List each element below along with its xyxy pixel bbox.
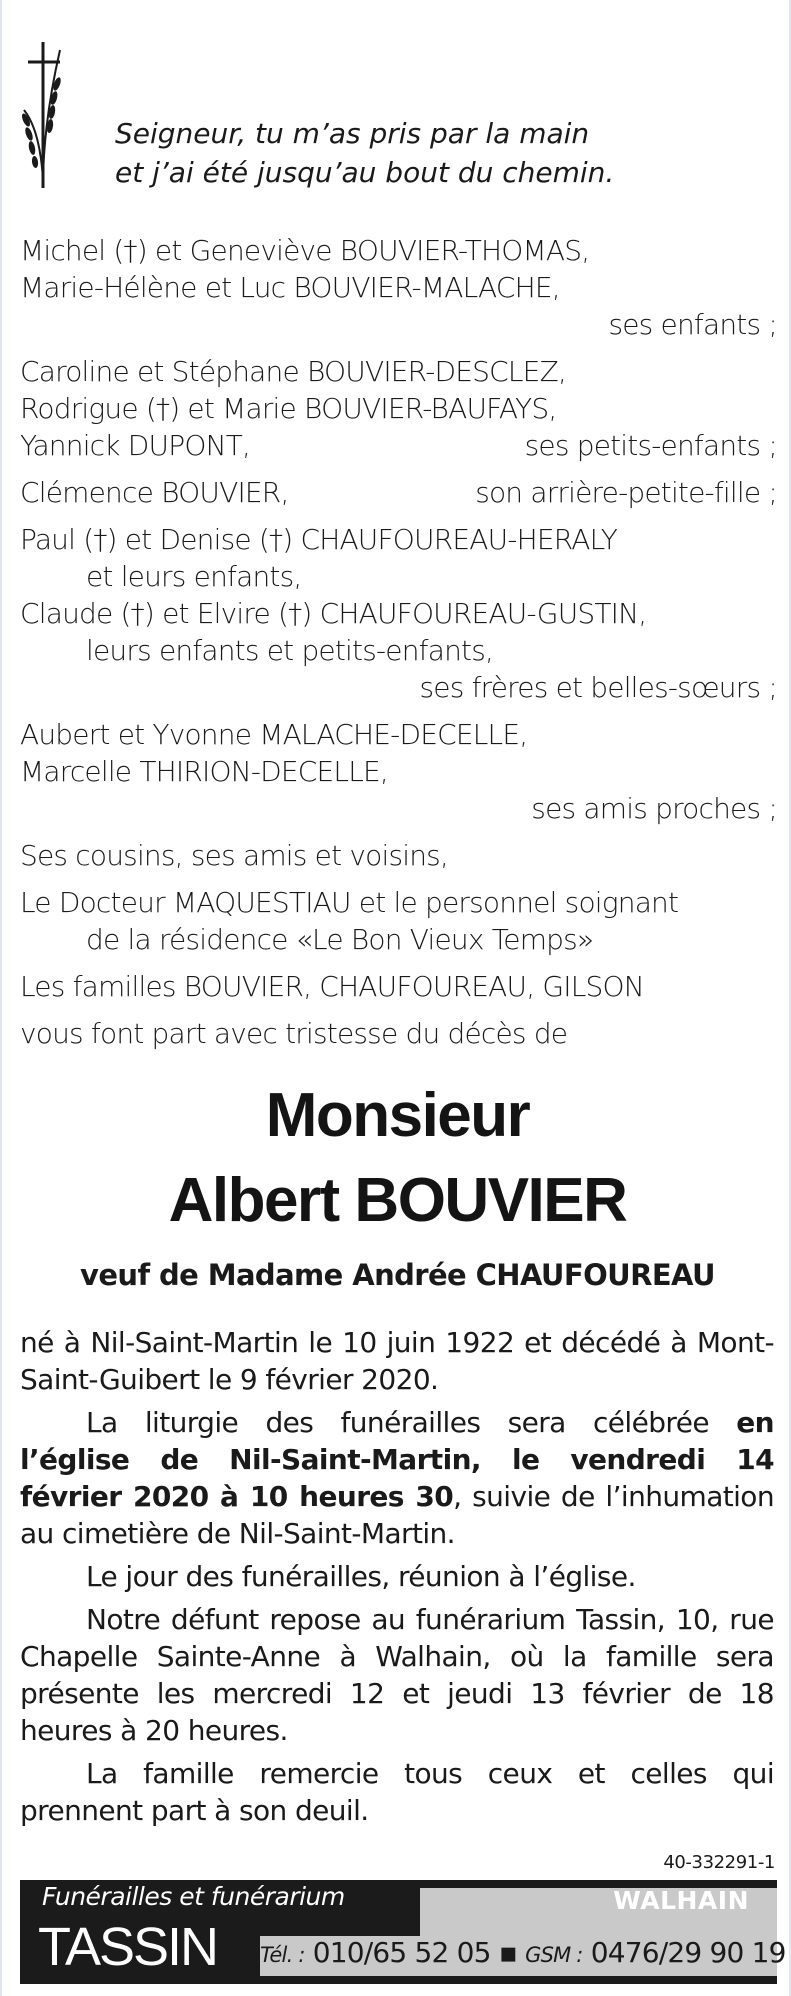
birth-death-paragraph: né à Nil-Saint-Martin le 10 juin 1922 et décédé à Mont-Saint-Guibert le 9 février 2020. — [20, 1326, 774, 1396]
family-line: Marie-Hélène et Luc BOUVIER-MALACHE, — [20, 271, 560, 304]
family-line: leurs enfants et petits-enfants, — [86, 634, 494, 667]
deceased-name: Albert BOUVIER — [168, 1166, 627, 1235]
verse-line: Seigneur, tu m’as pris par la main — [115, 117, 590, 150]
thanks-paragraph: La famille remercie tous ceux et celles qui prennent part à son deuil. — [20, 1757, 774, 1827]
tel-number: 010/65 52 05 — [312, 1936, 491, 1969]
deceased-title: Monsieur — [265, 1081, 530, 1150]
family-line: Marcelle THIRION-DECELLE, — [20, 755, 389, 788]
funeral-text: La liturgie des funérailles sera célébrée — [86, 1406, 737, 1439]
funeral-location-date: en l’église de Nil-Saint-Martin, le vendredi 14 février 2020 à 10 heures 30 — [20, 1406, 774, 1513]
tel-label: Tél. : — [260, 1943, 305, 1967]
gathering-paragraph: Le jour des funérailles, réunion à l’église. — [86, 1560, 636, 1593]
banner-contact — [260, 1936, 786, 1976]
gsm-number: 0476/29 90 19 — [590, 1936, 786, 1969]
gsm-label: GSM : — [525, 1943, 583, 1967]
funeral-home-banner — [20, 1880, 786, 1984]
family-line — [20, 427, 777, 464]
family-line: et leurs enfants, — [86, 560, 302, 593]
verse-line: et j’ai été jusqu’au bout du chemin. — [115, 156, 615, 189]
announcement-line: vous font part avec tristesse du décès de — [20, 1017, 568, 1050]
family-line: Caroline et Stéphane BOUVIER-DESCLEZ, — [20, 355, 567, 388]
family-name: Yannick DUPONT, — [20, 429, 251, 462]
relation-label: ses frères et belles-sœurs ; — [419, 671, 777, 704]
details — [20, 1324, 774, 1835]
spouse-line: veuf de Madame Andrée CHAUFOUREAU — [80, 1258, 715, 1292]
verse — [115, 114, 614, 192]
banner-city: WALHAIN — [613, 1886, 749, 1915]
family-list — [20, 232, 777, 1052]
banner-brand: TASSIN — [38, 1917, 218, 1977]
funeral-paragraph — [20, 1404, 774, 1552]
family-line: Claude (†) et Elvire (†) CHAUFOUREAU-GUSTIN, — [20, 597, 647, 630]
family-line: Michel (†) et Geneviève BOUVIER-THOMAS, — [20, 234, 590, 267]
family-line: Les familles BOUVIER, CHAUFOUREAU, GILSON — [20, 970, 644, 1003]
visitation-paragraph: Notre défunt repose au funérarium Tassin, 10, rue Chapelle Sainte-Anne à Walhain, où la famille sera présente les mercredi 12 et jeudi 13 février de 18 heures à 20 heures. — [20, 1603, 774, 1747]
funeral-text-end: , suivie de l’inhumation au cimetière de Nil-Saint-Martin. — [20, 1480, 774, 1550]
family-line: Le Docteur MAQUESTIAU et le personnel soignant — [20, 886, 679, 919]
relation-label: ses amis proches ; — [531, 792, 777, 825]
relation-label: son arrière-petite-fille ; — [475, 476, 777, 509]
relation-label: ses enfants ; — [608, 308, 777, 341]
family-line — [20, 474, 777, 511]
family-line: de la résidence «Le Bon Vieux Temps» — [86, 923, 594, 956]
separator-icon: ▪ — [498, 1936, 517, 1969]
family-line: Paul (†) et Denise (†) CHAUFOUREAU-HERALY — [20, 523, 618, 556]
family-line: Ses cousins, ses amis et voisins, — [20, 839, 449, 872]
family-name: Clémence BOUVIER, — [20, 476, 289, 509]
banner-subtitle: Funérailles et funérarium — [42, 1882, 345, 1911]
cross-with-wheat-icon — [16, 40, 68, 190]
family-line: Rodrigue (†) et Marie BOUVIER-BAUFAYS, — [20, 392, 557, 425]
reference-number: 40-332291-1 — [663, 1852, 775, 1873]
relation-label: ses petits-enfants ; — [524, 429, 777, 462]
family-line: Aubert et Yvonne MALACHE-DECELLE, — [20, 718, 528, 751]
